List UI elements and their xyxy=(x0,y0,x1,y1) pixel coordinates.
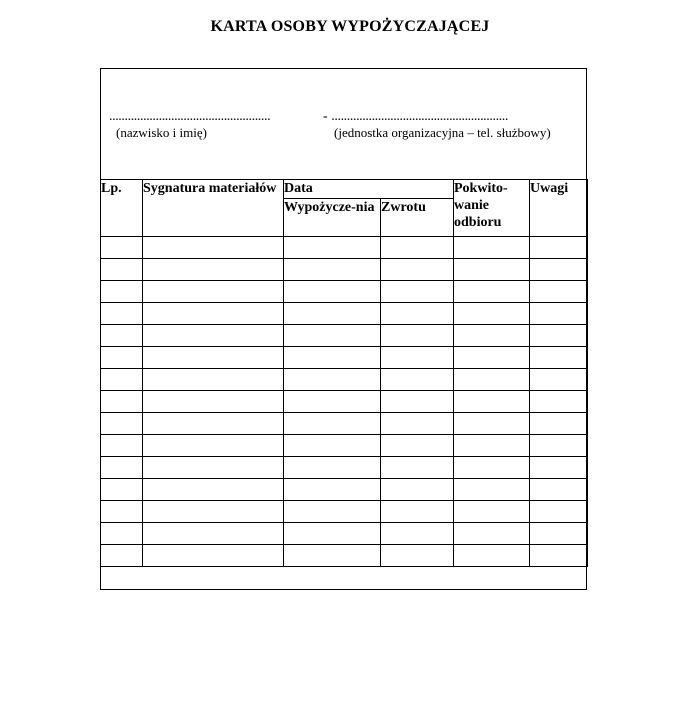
cell-signature[interactable] xyxy=(143,391,284,413)
cell-receipt[interactable] xyxy=(454,237,530,259)
cell-loan-date[interactable] xyxy=(284,391,381,413)
cell-signature[interactable] xyxy=(143,303,284,325)
cell-lp[interactable] xyxy=(101,523,143,545)
cell-lp[interactable] xyxy=(101,369,143,391)
cell-loan-date[interactable] xyxy=(284,325,381,347)
cell-notes[interactable] xyxy=(530,457,588,479)
cell-loan-date[interactable] xyxy=(284,237,381,259)
cell-receipt[interactable] xyxy=(454,303,530,325)
cell-receipt[interactable] xyxy=(454,325,530,347)
header-notes: Uwagi xyxy=(530,180,588,237)
table-row xyxy=(101,545,588,567)
cell-signature[interactable] xyxy=(143,347,284,369)
cell-receipt[interactable] xyxy=(454,281,530,303)
cell-receipt[interactable] xyxy=(454,545,530,567)
cell-receipt[interactable] xyxy=(454,391,530,413)
cell-loan-date[interactable] xyxy=(284,501,381,523)
cell-return-date[interactable] xyxy=(381,369,454,391)
cell-loan-date[interactable] xyxy=(284,347,381,369)
loan-card-form xyxy=(100,68,587,590)
cell-return-date[interactable] xyxy=(381,237,454,259)
unit-fill-dots: ......................................................... xyxy=(331,109,508,124)
cell-signature[interactable] xyxy=(143,237,284,259)
cell-lp[interactable] xyxy=(101,237,143,259)
header-date: Data xyxy=(284,180,454,199)
cell-notes[interactable] xyxy=(530,259,588,281)
header-signature: Sygnatura materiałów xyxy=(143,180,284,237)
table-row xyxy=(101,303,588,325)
cell-receipt[interactable] xyxy=(454,413,530,435)
cell-lp[interactable] xyxy=(101,435,143,457)
cell-loan-date[interactable] xyxy=(284,413,381,435)
cell-signature[interactable] xyxy=(143,457,284,479)
cell-signature[interactable] xyxy=(143,413,284,435)
cell-return-date[interactable] xyxy=(381,523,454,545)
cell-loan-date[interactable] xyxy=(284,523,381,545)
cell-notes[interactable] xyxy=(530,237,588,259)
table-row xyxy=(101,413,588,435)
cell-return-date[interactable] xyxy=(381,259,454,281)
cell-loan-date[interactable] xyxy=(284,369,381,391)
cell-lp[interactable] xyxy=(101,457,143,479)
cell-signature[interactable] xyxy=(143,435,284,457)
cell-signature[interactable] xyxy=(143,479,284,501)
cell-receipt[interactable] xyxy=(454,479,530,501)
borrower-header xyxy=(101,69,586,180)
cell-receipt[interactable] xyxy=(454,501,530,523)
cell-return-date[interactable] xyxy=(381,545,454,567)
header-receipt: Pokwito-wanie odbioru xyxy=(454,180,530,237)
table-row xyxy=(101,325,588,347)
cell-return-date[interactable] xyxy=(381,347,454,369)
cell-loan-date[interactable] xyxy=(284,545,381,567)
cell-receipt[interactable] xyxy=(454,347,530,369)
cell-notes[interactable] xyxy=(530,413,588,435)
cell-return-date[interactable] xyxy=(381,435,454,457)
table-header-row xyxy=(101,180,588,199)
cell-signature[interactable] xyxy=(143,523,284,545)
cell-lp[interactable] xyxy=(101,545,143,567)
cell-return-date[interactable] xyxy=(381,303,454,325)
cell-signature[interactable] xyxy=(143,281,284,303)
table-row xyxy=(101,259,588,281)
cell-receipt[interactable] xyxy=(454,369,530,391)
cell-loan-date[interactable] xyxy=(284,479,381,501)
cell-signature[interactable] xyxy=(143,325,284,347)
header-date-loan: Wypożycze-nia xyxy=(284,199,381,237)
cell-notes[interactable] xyxy=(530,303,588,325)
table-row xyxy=(101,435,588,457)
unit-caption: (jednostka organizacyjna – tel. służbowy) xyxy=(334,125,551,140)
cell-lp[interactable] xyxy=(101,391,143,413)
cell-notes[interactable] xyxy=(530,391,588,413)
cell-receipt[interactable] xyxy=(454,435,530,457)
table-row xyxy=(101,523,588,545)
cell-return-date[interactable] xyxy=(381,325,454,347)
cell-notes[interactable] xyxy=(530,347,588,369)
cell-return-date[interactable] xyxy=(381,413,454,435)
name-caption: (nazwisko i imię) xyxy=(116,125,207,140)
cell-return-date[interactable] xyxy=(381,457,454,479)
cell-return-date[interactable] xyxy=(381,479,454,501)
cell-lp[interactable] xyxy=(101,479,143,501)
cell-signature[interactable] xyxy=(143,369,284,391)
cell-return-date[interactable] xyxy=(381,501,454,523)
cell-notes[interactable] xyxy=(530,479,588,501)
cell-lp[interactable] xyxy=(101,259,143,281)
document-title: KARTA OSOBY WYPOŻYCZAJĄCEJ xyxy=(210,18,490,35)
cell-loan-date[interactable] xyxy=(284,259,381,281)
table-row xyxy=(101,479,588,501)
header-lp: Lp. xyxy=(101,180,143,237)
table-row xyxy=(101,237,588,259)
cell-lp[interactable] xyxy=(101,501,143,523)
cell-receipt[interactable] xyxy=(454,523,530,545)
cell-receipt[interactable] xyxy=(454,457,530,479)
cell-notes[interactable] xyxy=(530,369,588,391)
table-row xyxy=(101,501,588,523)
table-row xyxy=(101,369,588,391)
cell-notes[interactable] xyxy=(530,545,588,567)
cell-notes[interactable] xyxy=(530,435,588,457)
name-fill-dots: .................................................... xyxy=(109,109,271,124)
cell-lp[interactable] xyxy=(101,325,143,347)
cell-signature[interactable] xyxy=(143,501,284,523)
cell-notes[interactable] xyxy=(530,501,588,523)
cell-loan-date[interactable] xyxy=(284,457,381,479)
cell-lp[interactable] xyxy=(101,303,143,325)
cell-loan-date[interactable] xyxy=(284,303,381,325)
cell-return-date[interactable] xyxy=(381,391,454,413)
cell-signature[interactable] xyxy=(143,259,284,281)
cell-lp[interactable] xyxy=(101,281,143,303)
cell-notes[interactable] xyxy=(530,523,588,545)
cell-loan-date[interactable] xyxy=(284,281,381,303)
header-date-return: Zwrotu xyxy=(381,199,454,237)
cell-notes[interactable] xyxy=(530,281,588,303)
cell-lp[interactable] xyxy=(101,413,143,435)
borrower-fill-line xyxy=(109,109,561,125)
table-row xyxy=(101,457,588,479)
cell-loan-date[interactable] xyxy=(284,435,381,457)
table-row xyxy=(101,281,588,303)
loans-table xyxy=(100,179,588,567)
cell-signature[interactable] xyxy=(143,545,284,567)
cell-receipt[interactable] xyxy=(454,259,530,281)
separator-dash: - xyxy=(323,109,328,124)
cell-return-date[interactable] xyxy=(381,281,454,303)
table-row xyxy=(101,347,588,369)
table-row xyxy=(101,391,588,413)
cell-notes[interactable] xyxy=(530,325,588,347)
cell-lp[interactable] xyxy=(101,347,143,369)
